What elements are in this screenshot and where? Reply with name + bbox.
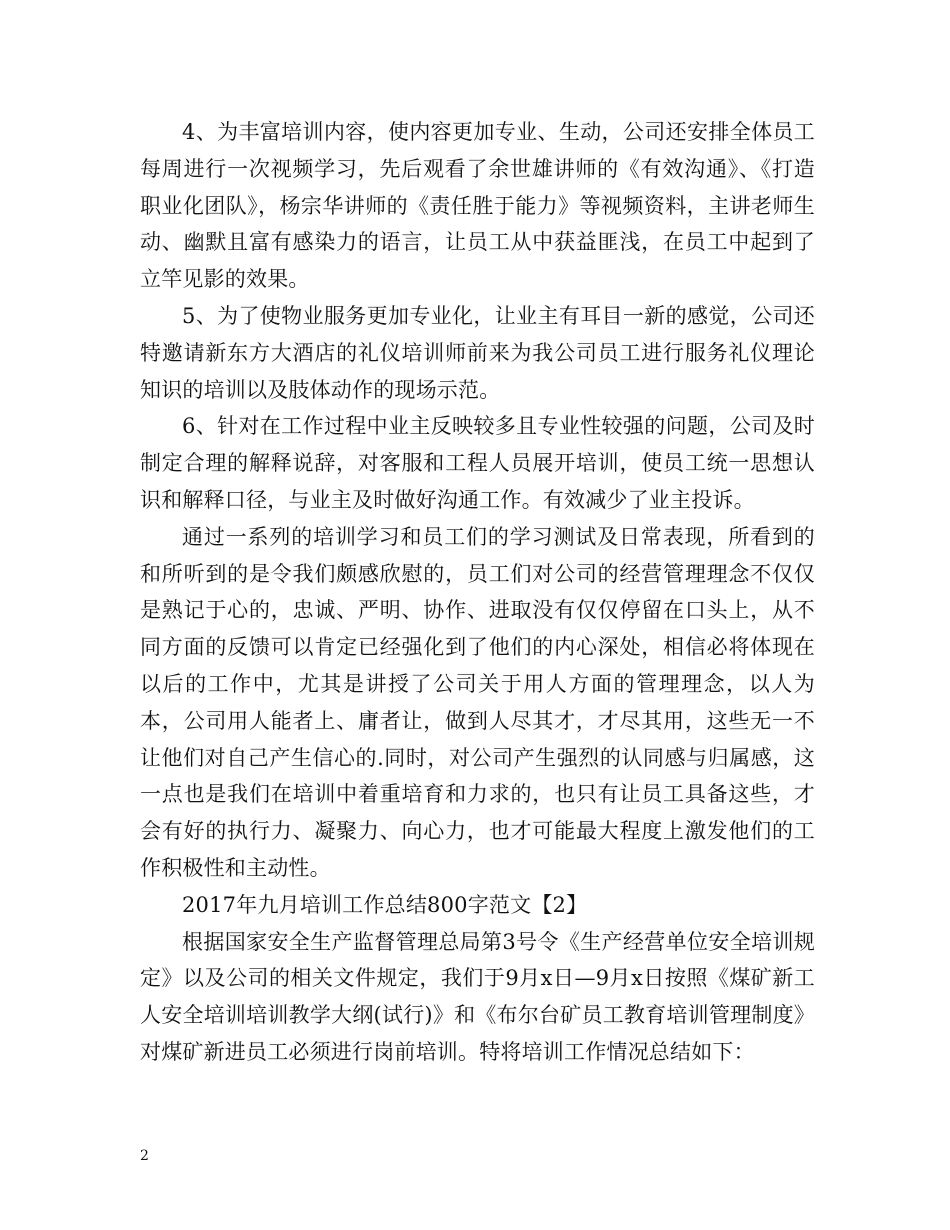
- paragraph-item-5: 5、为了使物业服务更加专业化，让业主有耳目一新的感觉，公司还特邀请新东方大酒店的礼仪培训师前来为我公司员工进行服务礼仪理论知识的培训以及肢体动作的现场示范。: [140, 303, 815, 402]
- document-body: [140, 114, 815, 1071]
- paragraph-intro: 根据国家安全生产监督管理总局第3号令《生产经营单位安全培训规定》以及公司的相关文件规定，我们于9月x日—9月x日按照《煤矿新工人安全培训培训教学大纲(试行)》和《布尔台矿员工教育培训管理制度》对煤矿新进员工必须进行岗前培训。特将培训工作情况总结如下：: [140, 929, 815, 1064]
- paragraph-summary: 通过一系列的培训学习和员工们的学习测试及日常表现，所看到的和所听到的是令我们颇感欣慰的，员工们对公司的经营管理理念不仅仅是熟记于心的，忠诚、严明、协作、进取没有仅仅停留在口头上，从不同方面的反馈可以肯定已经强化到了他们的内心深处，相信必将体现在以后的工作中，尤其是讲授了公司关于用人方面的管理理念，以人为本，公司用人能者上、庸者让，做到人尽其才，才尽其用，这些无一不让他们对自己产生信心的.同时，对公司产生强烈的认同感与归属感，这一点也是我们在培训中着重培育和力求的，也只有让员工具备这些，才会有好的执行力、凝聚力、向心力，也才可能最大程度上激发他们的工作积极性和主动性。: [140, 524, 815, 880]
- page-number: 2: [140, 1148, 149, 1164]
- paragraph-item-4: 4、为丰富培训内容，使内容更加专业、生动，公司还安排全体员工每周进行一次视频学习，先后观看了余世雄讲师的《有效沟通》、《打造职业化团队》，杨宗华讲师的《责任胜于能力》等视频资料，主讲老师生动、幽默且富有感染力的语言，让员工从中获益匪浅，在员工中起到了立竿见影的效果。: [140, 120, 815, 292]
- section-title: 2017年九月培训工作总结800字范文【2】: [182, 892, 588, 917]
- paragraph-item-6: 6、针对在工作过程中业主反映较多且专业性较强的问题，公司及时制定合理的解释说辞，对客服和工程人员展开培训，使员工统一思想认识和解释口径，与业主及时做好沟通工作。有效减少了业主投诉。: [140, 414, 815, 512]
